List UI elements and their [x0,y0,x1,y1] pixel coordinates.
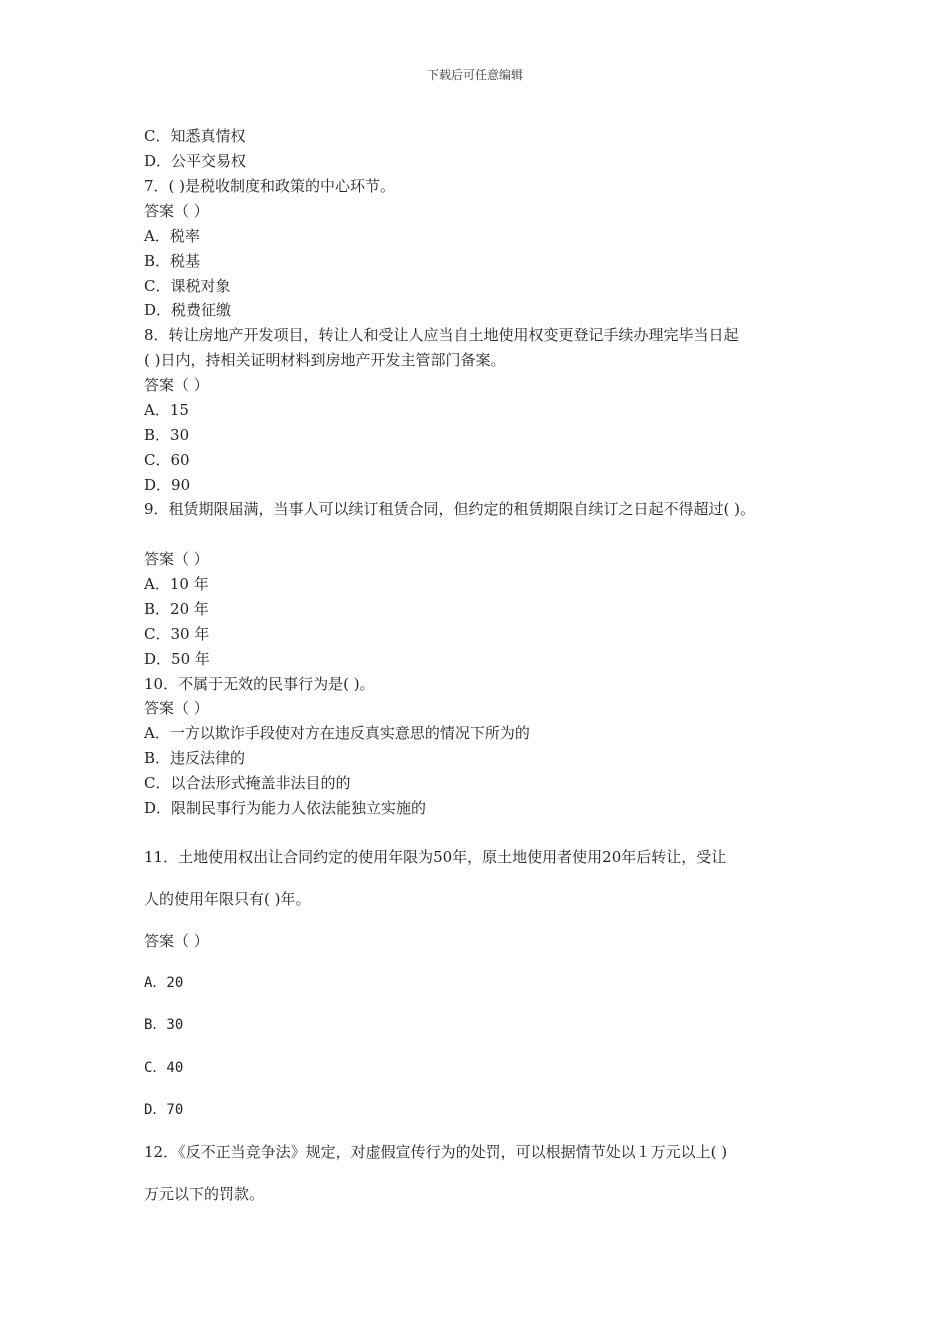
answer-q11: 答案（ ） [144,932,209,950]
option-c-q11: C．40 [144,1060,184,1076]
question-9: 9．租赁期限届满，当事人可以续订租赁合同，但约定的租赁期限自续订之日起不得超过( )。 [144,500,756,518]
option-d-q9: D．50 年 [144,650,210,668]
option-c-q9: C．30 年 [144,625,210,643]
option-a-q11: A．20 [144,975,184,991]
option-d-q11: D．70 [144,1102,184,1118]
answer-q10: 答案（ ） [144,699,209,717]
option-c-q6: C．知悉真情权 [144,127,246,145]
question-7: 7．( )是税收制度和政策的中心环节。 [144,177,396,195]
answer-q9: 答案（ ） [144,550,209,568]
option-a-q10: A．一方以欺诈手段使对方在违反真实意思的情况下所为的 [144,724,530,742]
option-b-q10: B．违反法律的 [144,749,246,767]
option-c-q10: C．以合法形式掩盖非法目的的 [144,774,351,792]
option-d-q8: D．90 [144,476,191,494]
option-a-q8: A．15 [144,401,189,419]
question-8-line2: ( )日内，持相关证明材料到房地产开发主管部门备案。 [144,351,506,369]
question-12-line2: 万元以下的罚款。 [144,1185,265,1203]
question-11-line1: 11．土地使用权出让合同约定的使用年限为50年，原土地使用者使用20年后转让，受让 [144,848,727,866]
option-a-q7: A．税率 [144,227,200,245]
option-a-q9: A．10 年 [144,575,209,593]
option-d-q6: D．公平交易权 [144,152,247,170]
page-header: 下载后可任意编辑 [426,68,523,82]
option-b-q9: B．20 年 [144,600,209,618]
answer-q7: 答案（ ） [144,202,209,220]
answer-q8: 答案（ ） [144,376,209,394]
option-c-q7: C．课税对象 [144,277,231,295]
option-d-q7: D．税费征缴 [144,301,232,319]
option-b-q8: B．30 [144,426,190,444]
question-8-line1: 8．转让房地产开发项目，转让人和受让人应当自土地使用权变更登记手续办理完毕当日起 [144,326,739,344]
question-12-line1: 12．《反不正当竞争法》规定，对虚假宣传行为的处罚，可以根据情节处以１万元以上( ) [144,1143,728,1161]
option-b-q7: B．税基 [144,252,201,270]
option-b-q11: B．30 [144,1017,184,1033]
question-10: 10．不属于无效的民事行为是( )。 [144,675,375,693]
question-11-line2: 人的使用年限只有( )年。 [144,890,311,908]
option-c-q8: C．60 [144,451,190,469]
option-d-q10: D．限制民事行为能力人依法能独立实施的 [144,799,427,817]
